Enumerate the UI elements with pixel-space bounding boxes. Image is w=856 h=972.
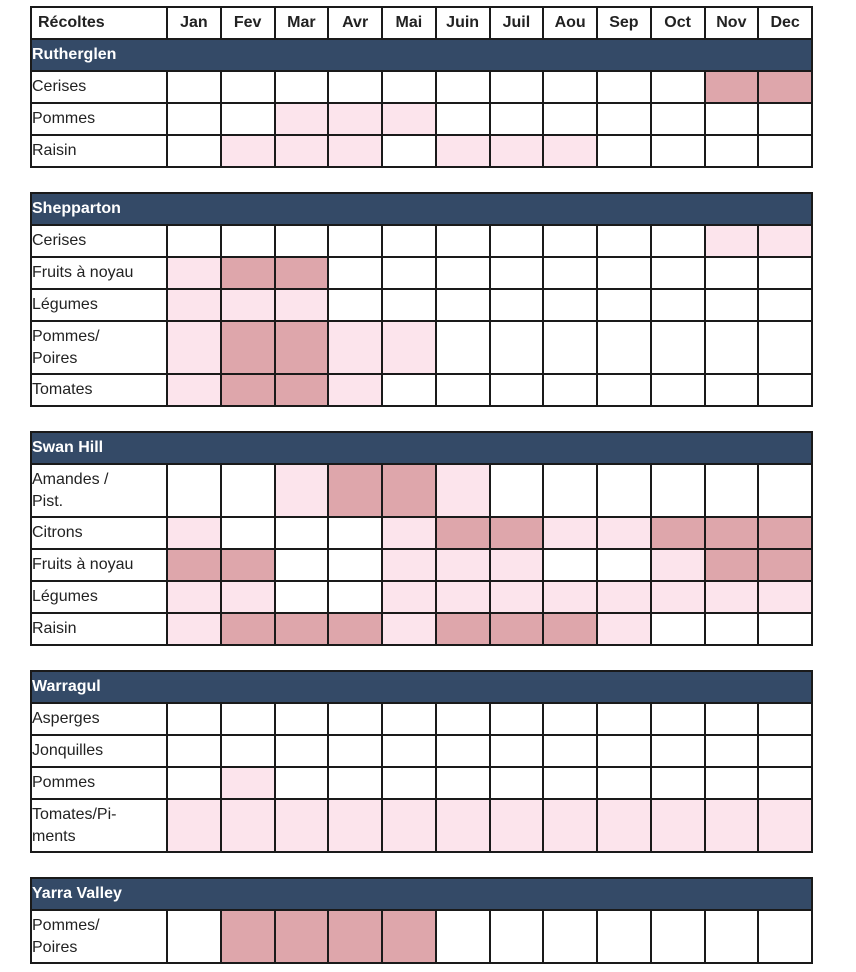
region-name: Yarra Valley bbox=[31, 878, 812, 910]
harvest-cell-nov bbox=[705, 517, 759, 549]
harvest-cell-jan bbox=[167, 581, 221, 613]
harvest-cell-jan bbox=[167, 374, 221, 406]
region-name: Swan Hill bbox=[31, 432, 812, 464]
harvest-cell-juin bbox=[436, 799, 490, 852]
harvest-cell-avr bbox=[328, 321, 382, 374]
harvest-cell-fev bbox=[221, 135, 275, 167]
crop-row bbox=[31, 289, 812, 321]
harvest-cell-dec bbox=[758, 374, 812, 406]
crop-name: Cerises bbox=[31, 71, 167, 103]
harvest-cell-avr bbox=[328, 799, 382, 852]
month-header-nov: Nov bbox=[705, 7, 759, 39]
harvest-cell-oct bbox=[651, 289, 705, 321]
crop-row bbox=[31, 103, 812, 135]
harvest-cell-avr bbox=[328, 767, 382, 799]
harvest-cell-juin bbox=[436, 613, 490, 645]
harvest-cell-nov bbox=[705, 225, 759, 257]
harvest-cell-mar bbox=[275, 289, 329, 321]
harvest-cell-dec bbox=[758, 103, 812, 135]
harvest-cell-jan bbox=[167, 135, 221, 167]
harvest-cell-sep bbox=[597, 464, 651, 517]
crop-row bbox=[31, 225, 812, 257]
region-header-row bbox=[31, 39, 812, 71]
harvest-cell-fev bbox=[221, 517, 275, 549]
harvest-cell-juil bbox=[490, 71, 544, 103]
month-header-row bbox=[31, 7, 812, 39]
harvest-cell-juil bbox=[490, 257, 544, 289]
harvest-cell-sep bbox=[597, 321, 651, 374]
harvest-cell-mar bbox=[275, 549, 329, 581]
harvest-cell-nov bbox=[705, 549, 759, 581]
region-gap bbox=[30, 853, 813, 877]
harvest-cell-fev bbox=[221, 581, 275, 613]
harvest-cell-juin bbox=[436, 581, 490, 613]
harvest-cell-nov bbox=[705, 735, 759, 767]
harvest-cell-mai bbox=[382, 225, 436, 257]
harvest-cell-oct bbox=[651, 517, 705, 549]
harvest-cell-fev bbox=[221, 613, 275, 645]
harvest-cell-aou bbox=[543, 549, 597, 581]
harvest-cell-mar bbox=[275, 135, 329, 167]
crop-name: Fruits à noyau bbox=[31, 257, 167, 289]
harvest-cell-juil bbox=[490, 767, 544, 799]
harvest-cell-avr bbox=[328, 374, 382, 406]
crop-row bbox=[31, 71, 812, 103]
harvest-cell-nov bbox=[705, 767, 759, 799]
harvest-cell-fev bbox=[221, 225, 275, 257]
harvest-cell-avr bbox=[328, 103, 382, 135]
harvest-cell-dec bbox=[758, 289, 812, 321]
crop-row bbox=[31, 374, 812, 406]
harvest-cell-fev bbox=[221, 549, 275, 581]
harvest-cell-aou bbox=[543, 464, 597, 517]
crop-row bbox=[31, 767, 812, 799]
harvest-cell-nov bbox=[705, 135, 759, 167]
month-header-dec: Dec bbox=[758, 7, 812, 39]
harvest-cell-sep bbox=[597, 549, 651, 581]
harvest-cell-sep bbox=[597, 767, 651, 799]
region-table bbox=[30, 6, 813, 168]
harvest-cell-juin bbox=[436, 289, 490, 321]
region-header-row bbox=[31, 671, 812, 703]
crop-name: Tomates bbox=[31, 374, 167, 406]
harvest-cell-juil bbox=[490, 735, 544, 767]
harvest-cell-sep bbox=[597, 71, 651, 103]
harvest-cell-mar bbox=[275, 581, 329, 613]
harvest-cell-mai bbox=[382, 581, 436, 613]
crop-name: Jonquilles bbox=[31, 735, 167, 767]
harvest-cell-oct bbox=[651, 581, 705, 613]
harvest-cell-aou bbox=[543, 799, 597, 852]
crop-name: Raisin bbox=[31, 613, 167, 645]
harvest-cell-mai bbox=[382, 910, 436, 963]
harvest-cell-dec bbox=[758, 613, 812, 645]
harvest-cell-oct bbox=[651, 374, 705, 406]
harvest-cell-dec bbox=[758, 581, 812, 613]
crop-row bbox=[31, 321, 812, 374]
month-header-oct: Oct bbox=[651, 7, 705, 39]
harvest-cell-jan bbox=[167, 767, 221, 799]
region-name: Shepparton bbox=[31, 193, 812, 225]
crop-row bbox=[31, 464, 812, 517]
harvest-cell-mar bbox=[275, 225, 329, 257]
harvest-cell-jan bbox=[167, 289, 221, 321]
harvest-cell-jan bbox=[167, 225, 221, 257]
harvest-cell-mai bbox=[382, 517, 436, 549]
crop-row bbox=[31, 549, 812, 581]
harvest-cell-avr bbox=[328, 910, 382, 963]
harvest-cell-avr bbox=[328, 257, 382, 289]
harvest-cell-fev bbox=[221, 464, 275, 517]
harvest-cell-mar bbox=[275, 257, 329, 289]
harvest-cell-juil bbox=[490, 321, 544, 374]
harvest-cell-dec bbox=[758, 735, 812, 767]
harvest-cell-dec bbox=[758, 225, 812, 257]
crops-header: Récoltes bbox=[31, 7, 167, 39]
region-header-row bbox=[31, 878, 812, 910]
harvest-cell-juin bbox=[436, 910, 490, 963]
harvest-cell-avr bbox=[328, 464, 382, 517]
harvest-cell-juil bbox=[490, 289, 544, 321]
harvest-cell-juil bbox=[490, 549, 544, 581]
region-table bbox=[30, 431, 813, 646]
harvest-cell-mai bbox=[382, 103, 436, 135]
harvest-cell-juil bbox=[490, 703, 544, 735]
region-name: Warragul bbox=[31, 671, 812, 703]
harvest-cell-avr bbox=[328, 517, 382, 549]
harvest-cell-jan bbox=[167, 71, 221, 103]
harvest-cell-fev bbox=[221, 767, 275, 799]
harvest-cell-fev bbox=[221, 799, 275, 852]
harvest-cell-dec bbox=[758, 257, 812, 289]
harvest-cell-sep bbox=[597, 257, 651, 289]
harvest-cell-juin bbox=[436, 464, 490, 517]
crop-row bbox=[31, 735, 812, 767]
harvest-cell-juin bbox=[436, 517, 490, 549]
harvest-cell-dec bbox=[758, 549, 812, 581]
harvest-cell-nov bbox=[705, 703, 759, 735]
harvest-cell-nov bbox=[705, 581, 759, 613]
harvest-cell-oct bbox=[651, 225, 705, 257]
harvest-cell-nov bbox=[705, 71, 759, 103]
crop-row bbox=[31, 613, 812, 645]
harvest-cell-mar bbox=[275, 767, 329, 799]
harvest-cell-fev bbox=[221, 735, 275, 767]
harvest-cell-dec bbox=[758, 767, 812, 799]
month-header-sep: Sep bbox=[597, 7, 651, 39]
crop-name: Pommes/ Poires bbox=[31, 910, 167, 963]
harvest-cell-juin bbox=[436, 321, 490, 374]
harvest-cell-jan bbox=[167, 257, 221, 289]
harvest-cell-jan bbox=[167, 517, 221, 549]
harvest-cell-oct bbox=[651, 71, 705, 103]
harvest-cell-juin bbox=[436, 374, 490, 406]
harvest-cell-nov bbox=[705, 910, 759, 963]
month-header-juil: Juil bbox=[490, 7, 544, 39]
harvest-cell-oct bbox=[651, 799, 705, 852]
region-header-row bbox=[31, 432, 812, 464]
region-name: Rutherglen bbox=[31, 39, 812, 71]
harvest-cell-juil bbox=[490, 581, 544, 613]
harvest-cell-dec bbox=[758, 703, 812, 735]
harvest-cell-sep bbox=[597, 135, 651, 167]
harvest-cell-aou bbox=[543, 767, 597, 799]
harvest-cell-mar bbox=[275, 799, 329, 852]
harvest-cell-dec bbox=[758, 135, 812, 167]
harvest-cell-juin bbox=[436, 767, 490, 799]
harvest-cell-jan bbox=[167, 799, 221, 852]
harvest-cell-aou bbox=[543, 257, 597, 289]
region-gap bbox=[30, 168, 813, 192]
harvest-cell-jan bbox=[167, 703, 221, 735]
region-gap bbox=[30, 407, 813, 431]
harvest-cell-fev bbox=[221, 374, 275, 406]
crop-name: Fruits à noyau bbox=[31, 549, 167, 581]
harvest-cell-avr bbox=[328, 613, 382, 645]
harvest-cell-fev bbox=[221, 71, 275, 103]
harvest-cell-dec bbox=[758, 71, 812, 103]
crop-name: Asperges bbox=[31, 703, 167, 735]
harvest-cell-nov bbox=[705, 374, 759, 406]
harvest-cell-aou bbox=[543, 321, 597, 374]
harvest-cell-juin bbox=[436, 735, 490, 767]
harvest-cell-juil bbox=[490, 799, 544, 852]
harvest-cell-mai bbox=[382, 374, 436, 406]
harvest-cell-sep bbox=[597, 799, 651, 852]
crop-name: Pommes bbox=[31, 767, 167, 799]
harvest-cell-jan bbox=[167, 103, 221, 135]
harvest-cell-nov bbox=[705, 613, 759, 645]
harvest-cell-sep bbox=[597, 225, 651, 257]
harvest-cell-mar bbox=[275, 517, 329, 549]
harvest-cell-juil bbox=[490, 225, 544, 257]
harvest-cell-dec bbox=[758, 464, 812, 517]
harvest-cell-aou bbox=[543, 135, 597, 167]
harvest-cell-oct bbox=[651, 103, 705, 135]
harvest-cell-avr bbox=[328, 703, 382, 735]
harvest-calendar bbox=[30, 6, 813, 964]
harvest-cell-mar bbox=[275, 71, 329, 103]
harvest-cell-juil bbox=[490, 517, 544, 549]
crop-name: Légumes bbox=[31, 581, 167, 613]
harvest-cell-juin bbox=[436, 71, 490, 103]
harvest-cell-fev bbox=[221, 103, 275, 135]
harvest-cell-jan bbox=[167, 910, 221, 963]
harvest-cell-aou bbox=[543, 735, 597, 767]
crop-name: Cerises bbox=[31, 225, 167, 257]
harvest-cell-mar bbox=[275, 735, 329, 767]
crop-row bbox=[31, 581, 812, 613]
harvest-cell-sep bbox=[597, 581, 651, 613]
harvest-cell-juil bbox=[490, 613, 544, 645]
harvest-cell-sep bbox=[597, 517, 651, 549]
harvest-cell-aou bbox=[543, 581, 597, 613]
crop-row bbox=[31, 517, 812, 549]
harvest-cell-fev bbox=[221, 321, 275, 374]
crop-name: Pommes/ Poires bbox=[31, 321, 167, 374]
harvest-cell-fev bbox=[221, 289, 275, 321]
month-header-fev: Fev bbox=[221, 7, 275, 39]
crop-row bbox=[31, 703, 812, 735]
harvest-cell-juin bbox=[436, 103, 490, 135]
harvest-cell-mar bbox=[275, 374, 329, 406]
harvest-cell-nov bbox=[705, 103, 759, 135]
harvest-cell-sep bbox=[597, 374, 651, 406]
harvest-cell-dec bbox=[758, 799, 812, 852]
harvest-cell-oct bbox=[651, 767, 705, 799]
crop-name: Citrons bbox=[31, 517, 167, 549]
harvest-cell-oct bbox=[651, 910, 705, 963]
harvest-cell-mai bbox=[382, 257, 436, 289]
harvest-cell-mar bbox=[275, 703, 329, 735]
harvest-cell-jan bbox=[167, 549, 221, 581]
harvest-cell-mai bbox=[382, 135, 436, 167]
harvest-cell-mar bbox=[275, 613, 329, 645]
month-header-jan: Jan bbox=[167, 7, 221, 39]
harvest-cell-mar bbox=[275, 103, 329, 135]
harvest-cell-mai bbox=[382, 799, 436, 852]
region-header-row bbox=[31, 193, 812, 225]
harvest-cell-juin bbox=[436, 257, 490, 289]
harvest-cell-oct bbox=[651, 613, 705, 645]
month-header-mar: Mar bbox=[275, 7, 329, 39]
harvest-cell-oct bbox=[651, 135, 705, 167]
harvest-cell-juil bbox=[490, 374, 544, 406]
crop-row bbox=[31, 257, 812, 289]
harvest-cell-oct bbox=[651, 703, 705, 735]
harvest-cell-oct bbox=[651, 321, 705, 374]
harvest-cell-oct bbox=[651, 464, 705, 517]
harvest-cell-mai bbox=[382, 321, 436, 374]
harvest-cell-mai bbox=[382, 735, 436, 767]
harvest-cell-sep bbox=[597, 613, 651, 645]
harvest-cell-nov bbox=[705, 289, 759, 321]
harvest-cell-mai bbox=[382, 767, 436, 799]
harvest-cell-avr bbox=[328, 225, 382, 257]
harvest-cell-dec bbox=[758, 517, 812, 549]
harvest-cell-dec bbox=[758, 910, 812, 963]
harvest-cell-avr bbox=[328, 581, 382, 613]
crop-name: Raisin bbox=[31, 135, 167, 167]
crop-name: Tomates/Pi- ments bbox=[31, 799, 167, 852]
harvest-cell-aou bbox=[543, 703, 597, 735]
harvest-cell-sep bbox=[597, 910, 651, 963]
harvest-cell-sep bbox=[597, 289, 651, 321]
harvest-cell-sep bbox=[597, 703, 651, 735]
harvest-cell-jan bbox=[167, 321, 221, 374]
harvest-cell-avr bbox=[328, 289, 382, 321]
crop-row bbox=[31, 135, 812, 167]
harvest-cell-avr bbox=[328, 135, 382, 167]
harvest-cell-mar bbox=[275, 464, 329, 517]
region-table bbox=[30, 877, 813, 964]
harvest-cell-aou bbox=[543, 71, 597, 103]
harvest-cell-juin bbox=[436, 703, 490, 735]
harvest-cell-mai bbox=[382, 71, 436, 103]
harvest-cell-juin bbox=[436, 225, 490, 257]
harvest-cell-sep bbox=[597, 735, 651, 767]
harvest-cell-jan bbox=[167, 464, 221, 517]
harvest-cell-fev bbox=[221, 703, 275, 735]
month-header-avr: Avr bbox=[328, 7, 382, 39]
harvest-cell-sep bbox=[597, 103, 651, 135]
harvest-cell-mai bbox=[382, 703, 436, 735]
harvest-cell-juin bbox=[436, 549, 490, 581]
harvest-cell-juil bbox=[490, 464, 544, 517]
month-header-aou: Aou bbox=[543, 7, 597, 39]
harvest-cell-jan bbox=[167, 613, 221, 645]
harvest-cell-nov bbox=[705, 321, 759, 374]
harvest-cell-aou bbox=[543, 374, 597, 406]
harvest-cell-fev bbox=[221, 257, 275, 289]
harvest-cell-oct bbox=[651, 549, 705, 581]
harvest-cell-juil bbox=[490, 910, 544, 963]
harvest-cell-avr bbox=[328, 71, 382, 103]
region-gap bbox=[30, 646, 813, 670]
crop-row bbox=[31, 799, 812, 852]
region-table bbox=[30, 192, 813, 407]
crop-name: Amandes / Pist. bbox=[31, 464, 167, 517]
harvest-cell-oct bbox=[651, 735, 705, 767]
crop-row bbox=[31, 910, 812, 963]
region-table bbox=[30, 670, 813, 853]
harvest-cell-nov bbox=[705, 464, 759, 517]
harvest-cell-mar bbox=[275, 321, 329, 374]
harvest-cell-jan bbox=[167, 735, 221, 767]
harvest-cell-aou bbox=[543, 517, 597, 549]
harvest-cell-aou bbox=[543, 225, 597, 257]
harvest-cell-oct bbox=[651, 257, 705, 289]
harvest-cell-mai bbox=[382, 549, 436, 581]
crop-name: Pommes bbox=[31, 103, 167, 135]
harvest-cell-juin bbox=[436, 135, 490, 167]
harvest-cell-avr bbox=[328, 549, 382, 581]
harvest-cell-dec bbox=[758, 321, 812, 374]
harvest-cell-aou bbox=[543, 613, 597, 645]
month-header-mai: Mai bbox=[382, 7, 436, 39]
crop-name: Légumes bbox=[31, 289, 167, 321]
harvest-cell-mai bbox=[382, 289, 436, 321]
harvest-cell-mar bbox=[275, 910, 329, 963]
harvest-cell-aou bbox=[543, 289, 597, 321]
harvest-cell-aou bbox=[543, 910, 597, 963]
harvest-cell-juil bbox=[490, 103, 544, 135]
month-header-juin: Juin bbox=[436, 7, 490, 39]
harvest-cell-mai bbox=[382, 464, 436, 517]
harvest-cell-mai bbox=[382, 613, 436, 645]
harvest-cell-nov bbox=[705, 799, 759, 852]
harvest-cell-avr bbox=[328, 735, 382, 767]
harvest-cell-fev bbox=[221, 910, 275, 963]
harvest-cell-juil bbox=[490, 135, 544, 167]
harvest-cell-nov bbox=[705, 257, 759, 289]
harvest-cell-aou bbox=[543, 103, 597, 135]
